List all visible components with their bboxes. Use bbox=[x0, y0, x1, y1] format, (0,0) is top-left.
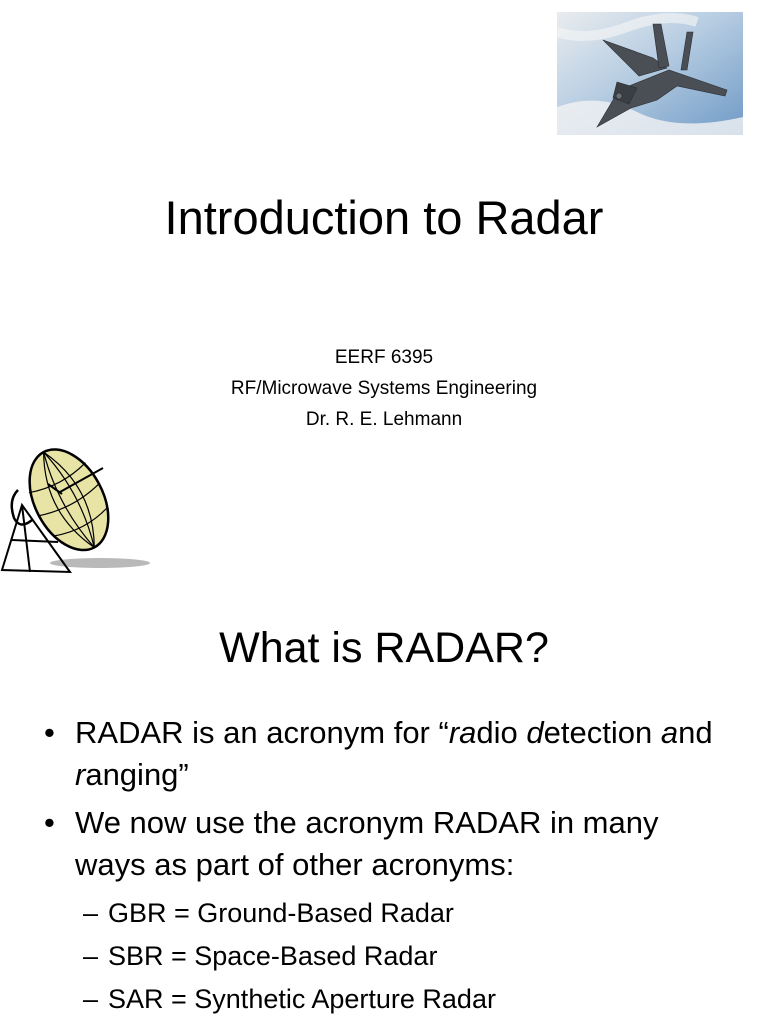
radar-dish-icon bbox=[0, 430, 152, 578]
fighter-jet-photo bbox=[557, 12, 743, 135]
text-run-italic: a bbox=[660, 715, 679, 750]
sub-bullet-item bbox=[0, 935, 768, 978]
bullet-marker: • bbox=[44, 715, 55, 750]
slide-title: Introduction to Radar bbox=[164, 191, 604, 244]
text-run: etection bbox=[543, 715, 661, 750]
course-number: EERF 6395 bbox=[334, 347, 434, 368]
sub-bullet-item bbox=[0, 892, 768, 935]
sub-bullet-marker: – bbox=[83, 898, 99, 928]
bullet-text-acronym-definition bbox=[75, 715, 713, 792]
bullet-item bbox=[0, 712, 735, 796]
definition-slide bbox=[0, 600, 768, 1024]
text-run-italic: ra bbox=[448, 715, 477, 750]
sub-bullet-text: GBR = Ground-Based Radar bbox=[108, 898, 454, 928]
bullet-item bbox=[0, 802, 735, 886]
text-run-italic: d bbox=[526, 715, 544, 750]
sub-bullet-text: SBR = Space-Based Radar bbox=[108, 941, 438, 971]
course-name: RF/Microwave Systems Engineering bbox=[230, 378, 538, 399]
text-run: anging” bbox=[85, 757, 189, 792]
bullet-text-other-acronyms: We now use the acronym RADAR in many ways as part of other acronyms: bbox=[75, 805, 659, 882]
text-run: dio bbox=[476, 715, 527, 750]
sub-bullet-text: SAR = Synthetic Aperture Radar bbox=[108, 984, 496, 1014]
sub-bullet-marker: – bbox=[83, 984, 99, 1014]
sub-bullet-marker: – bbox=[83, 941, 99, 971]
subtitle-block bbox=[0, 342, 768, 435]
bullet-marker: • bbox=[44, 805, 55, 840]
slide-title: What is RADAR? bbox=[219, 624, 549, 672]
instructor-name: Dr. R. E. Lehmann bbox=[305, 409, 463, 430]
sub-bullet-item bbox=[0, 978, 768, 1021]
text-run: nd bbox=[678, 715, 713, 750]
text-run: RADAR is an acronym for “ bbox=[75, 715, 449, 750]
bullet-list bbox=[0, 712, 768, 1021]
text-run-italic: r bbox=[75, 757, 86, 792]
